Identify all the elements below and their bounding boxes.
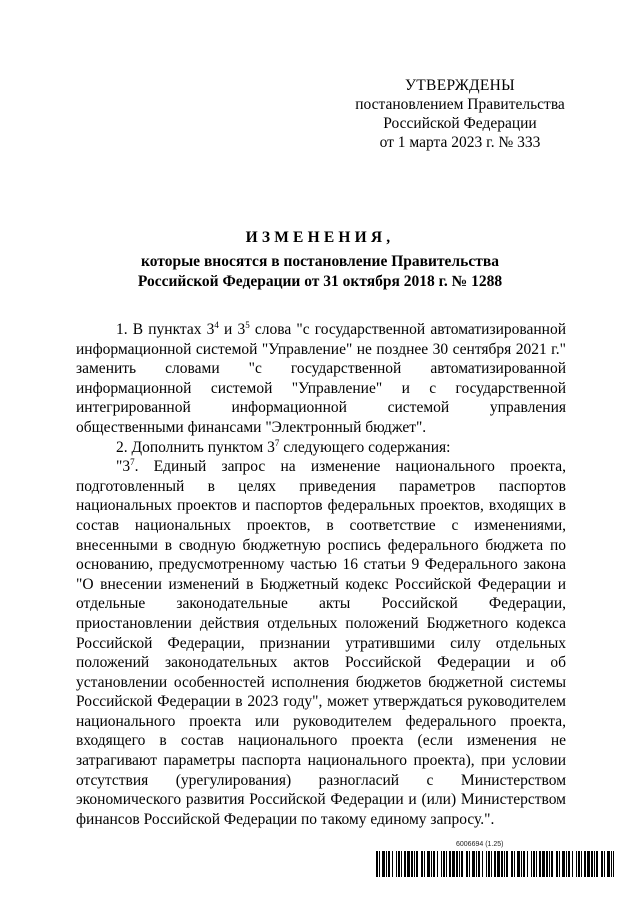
barcode-bar bbox=[427, 851, 430, 877]
document-body bbox=[76, 320, 566, 829]
barcode-bar bbox=[514, 851, 515, 877]
document-title: ИЗМЕНЕНИЯ, bbox=[245, 229, 395, 246]
barcode-bar bbox=[392, 851, 393, 877]
barcode-bar bbox=[407, 851, 410, 877]
barcode-bar bbox=[568, 851, 570, 877]
barcode-bar bbox=[404, 851, 406, 877]
subtitle-line-2: Российской Федерации от 31 октября 2018 г. № 1288 bbox=[137, 273, 503, 290]
barcode-bar bbox=[469, 851, 470, 877]
barcode-bar bbox=[517, 851, 520, 877]
barcode-bar bbox=[531, 851, 532, 877]
barcode-bar bbox=[441, 851, 442, 877]
barcode-bar bbox=[594, 851, 595, 877]
barcode-bar bbox=[416, 851, 418, 877]
paragraph-item-1 bbox=[76, 320, 566, 438]
barcode-bar bbox=[414, 851, 415, 877]
barcode-bar bbox=[536, 851, 537, 877]
barcode-bar bbox=[466, 851, 468, 877]
paragraph-item-2 bbox=[76, 438, 566, 458]
barcode-bar bbox=[482, 851, 483, 877]
barcode-bar bbox=[501, 851, 503, 877]
barcode-bar bbox=[527, 851, 528, 877]
barcode-bar bbox=[572, 851, 573, 877]
barcode-bar bbox=[398, 851, 400, 877]
approval-stamp bbox=[340, 76, 580, 152]
barcode-bar bbox=[401, 851, 402, 877]
barcode-bar bbox=[497, 851, 500, 877]
barcode-bar bbox=[533, 851, 535, 877]
barcode-bar bbox=[449, 851, 451, 877]
document-subtitle bbox=[60, 252, 580, 292]
barcode-bar bbox=[581, 851, 582, 877]
barcode-bar bbox=[523, 851, 525, 877]
barcode-bar bbox=[478, 851, 480, 877]
barcode-bar bbox=[596, 851, 598, 877]
barcode-bar bbox=[382, 851, 385, 877]
barcode-bar bbox=[388, 851, 390, 877]
barcode-bar bbox=[433, 851, 435, 877]
barcode-bar bbox=[376, 851, 378, 877]
barcode-bar bbox=[504, 851, 505, 877]
barcode-bar bbox=[559, 851, 560, 877]
barcode bbox=[376, 851, 614, 877]
barcode-bar bbox=[578, 851, 580, 877]
barcode-bar bbox=[521, 851, 522, 877]
barcode-bar bbox=[386, 851, 387, 877]
barcode-bar bbox=[511, 851, 513, 877]
barcode-bar bbox=[446, 851, 447, 877]
item-1-mid: и 3 bbox=[218, 321, 246, 338]
barcode-bar bbox=[566, 851, 567, 877]
barcode-bar bbox=[549, 851, 550, 877]
barcode-bar bbox=[488, 851, 490, 877]
barcode-bar bbox=[486, 851, 487, 877]
barcode-bar bbox=[591, 851, 593, 877]
paragraph-quote bbox=[76, 457, 566, 829]
barcode-bar bbox=[379, 851, 380, 877]
item-2-start: 2. Дополнить пунктом 3 bbox=[116, 438, 275, 456]
barcode-bar bbox=[611, 851, 612, 877]
barcode-number: 6006694 (1.25) bbox=[456, 841, 504, 848]
barcode-bar bbox=[452, 851, 455, 877]
barcode-bar bbox=[584, 851, 586, 877]
item-1-text: слова "с государственной автоматизированной информационной системой "Управление" не позднее 30 сентября 2021 г." заменить словами "с государственной автоматизированной информационной системой "Управление" и с государственной интегрированной информационной системой управления общественными финансами "Электронный бюджет". bbox=[76, 321, 566, 436]
item-1-start: 1. В пунктах 3 bbox=[116, 321, 215, 338]
quote-start: "3 bbox=[116, 458, 131, 476]
barcode-bar bbox=[396, 851, 397, 877]
approval-label: УТВЕРЖДЕНЫ bbox=[405, 77, 515, 94]
barcode-bar bbox=[472, 851, 475, 877]
barcode-bar bbox=[459, 851, 460, 877]
approval-line-2: постановлением Правительства bbox=[355, 96, 565, 113]
barcode-bar bbox=[556, 851, 558, 877]
barcode-bar bbox=[443, 851, 445, 877]
barcode-bar bbox=[421, 851, 423, 877]
item-2-sup: 7 bbox=[274, 437, 280, 448]
barcode-bar bbox=[551, 851, 553, 877]
barcode-bar bbox=[461, 851, 463, 877]
approval-line-3: Российской Федерации bbox=[383, 115, 537, 132]
barcode-bar bbox=[411, 851, 413, 877]
barcode-bar bbox=[431, 851, 432, 877]
barcode-bar bbox=[613, 851, 614, 877]
barcode-bar bbox=[506, 851, 508, 877]
barcode-bar bbox=[607, 851, 610, 877]
barcode-bar bbox=[576, 851, 577, 877]
barcode-bar bbox=[476, 851, 477, 877]
barcode-bar bbox=[491, 851, 492, 877]
item-1-sup-b: 5 bbox=[245, 319, 250, 330]
barcode-bar bbox=[601, 851, 603, 877]
quote-text: . Единый запрос на изменение национального проекта, подготовленный в целях приведения параметров паспортов национальных проектов и паспортов федеральных проектов, входящих в состав национальных проектов, в соответствие с изменениями, внесенными в сводную бюджетную роспись федерального бюджета по основанию, предусмотренному частью 16 статьи 9 Федерального закона "О внесении изменений в Бюджетный кодекс Российской Федерации и отдельные законодательные акты Российской Федерации, приостановлении действия отдельных положений Бюджетного кодекса Российской Федерации, признании утратившими силу отдельных положений законодательных актов Российской Федерации и об установлении особенностей исполнения бюджетов бюджетной системы Российской Федерации в 2023 году", может утверждаться руководителем национального проекта или руководителем федерального проекта, входящего в состав национального проекта (если изменения не затрагивают параметры паспорта национального проекта), при условии отсутствия (урегулирования) разногласий с Министерством экономического развития Российской Федерации и (или) Министерством финансов Российской Федерации по такому единому запросу.". bbox=[76, 458, 566, 828]
barcode-bar bbox=[604, 851, 605, 877]
barcode-bar bbox=[494, 851, 496, 877]
barcode-bar bbox=[437, 851, 438, 877]
subtitle-line-1: которые вносятся в постановление Правительства bbox=[141, 253, 499, 270]
barcode-bar bbox=[587, 851, 590, 877]
barcode-bar bbox=[424, 851, 425, 877]
barcode-bar bbox=[539, 851, 541, 877]
quote-sup: 7 bbox=[130, 457, 135, 467]
item-1-sup-a: 4 bbox=[214, 319, 219, 330]
barcode-bar bbox=[562, 851, 565, 877]
approval-line-4: от 1 марта 2023 г. № 333 bbox=[379, 134, 541, 151]
item-2-text: следующего содержания: bbox=[279, 438, 451, 456]
barcode-bar bbox=[546, 851, 548, 877]
barcode-bar bbox=[542, 851, 545, 877]
barcode-bar bbox=[456, 851, 458, 877]
